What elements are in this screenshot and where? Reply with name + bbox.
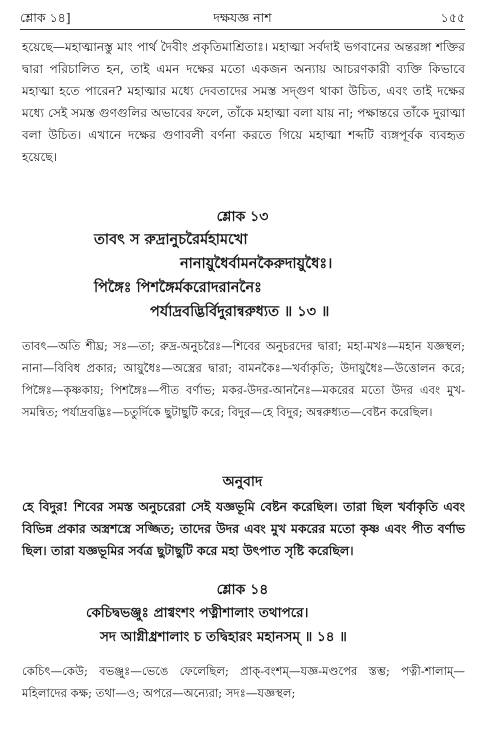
header-verse-ref: শ্লোক ১৪] bbox=[20, 10, 71, 25]
verse-14-synonyms: কেচিৎ—কেউ; বভঞ্জুঃ—ভেঙে ফেলেছিল; প্রাক্-বংশম্—যজ্ঞ-মণ্ডপের স্তম্ভ; পত্নী-শালাম্—মহিলাদের কক্ষ; তথা—ও; অপরে—অন্যেরা; সদঃ—যজ্ঞস্থল; bbox=[22, 664, 465, 700]
page-header bbox=[20, 10, 465, 28]
verse-14-line-2: সদ আগ্নীধ্রশালাং চ তদ্বিহারং মহানসম্ ॥ ১৪ ॥ bbox=[100, 629, 347, 645]
translation-heading: অনুবাদ bbox=[222, 474, 263, 490]
header-rule bbox=[20, 29, 465, 30]
verse-13-synonyms: তাবৎ—অতি শীঘ্র; সঃ—তা; রুদ্র-অনুচরৈঃ—শিবের অনুচরদের দ্বারা; মহা-মখঃ—মহান যজ্ঞস্থল; নানা—বিবিধ প্রকার; আয়ুধৈঃ—অস্ত্রের দ্বারা; বামনকৈঃ—খর্বাকৃতি; উদায়ুধৈঃ—উত্তোলন করে; পিঙ্গৈঃ—কৃষ্ণকায়; পিশঙ্গৈঃ—পীত বর্ণাভ; মকর-উদর-আননৈঃ—মকরের মতো উদর এবং মুখ-সমন্বিত; পর্যাদ্রবদ্ভিঃ—চতুর্দিকে ছুটাছুটি করে; বিদুর—হে বিদুর; অন্বরুধ্যত—বেষ্টন করেছিল। bbox=[22, 339, 465, 419]
verse-13-translation: হে বিদুর! শিবের সমস্ত অনুচরেরা সেই যজ্ঞভূমি বেষ্টন করেছিল। তারা ছিল খর্বাকৃতি এবং বিভিন্ন প্রকার অস্ত্রশস্ত্রে সজ্জিত; তাদের উদর এবং মুখ মকরের মতো কৃষ্ণ এবং পীত বর্ণাভ ছিল। তারা যজ্ঞভূমির সর্বত্র ছুটাছুটি করে মহা উৎপাত সৃষ্টি করেছিল। bbox=[22, 499, 465, 558]
verse-13-line-3: পিঙ্গৈঃ পিশঙ্গৈর্মকরোদরাননৈঃ bbox=[94, 279, 262, 296]
verse-14-heading: শ্লোক ১৪ bbox=[216, 582, 269, 598]
page-number: ১৫৫ bbox=[440, 10, 465, 25]
verse-14-line-1: কেচিদ্বভঞ্জুঃ প্রাগ্বংশং পত্নীশালাং তথাপরে। bbox=[86, 605, 309, 621]
verse-13-line-4: পর্যাদ্রবদ্ভির্বিদুরান্বরুধ্যত ॥ ১৩ ॥ bbox=[150, 303, 330, 320]
header-chapter-title: দক্ষযজ্ঞ নাশ bbox=[213, 10, 272, 25]
verse-13-heading: শ্লোক ১৩ bbox=[216, 209, 269, 225]
verse-13-line-1: তাবৎ স রুদ্রানুচরৈর্মহামখো bbox=[94, 231, 248, 248]
purport-paragraph: হয়েছে—মহাত্মানস্তু মাং পার্থ দৈবীং প্রকৃতিমাশ্রিতাঃ। মহাত্মা সর্বদাই ভগবানের অন্তরঙ্গা শক্তির দ্বারা পরিচালিত হন, তাই এমন দক্ষের মতো একজন অন্যায় আচরণকারী ব্যক্তি কিভাবে মহাত্মা হতে পারেন? মহাত্মার মধ্যে দেবতাদের সমস্ত সদ্গুণ থাকা উচিত, এবং তাই দক্ষের মধ্যে সেই সমস্ত গুণগুলির অভাবের ফলে, তাঁকে মহাত্মা বলা যায় না; পক্ষান্তরে তাঁকে দুরাত্মা বলা উচিত। এখানে দক্ষের গুণাবলী বর্ণনা করতে গিয়ে মহাত্মা শব্দটি ব্যঙ্গপূর্বক ব্যবহৃত হয়েছে। bbox=[22, 40, 465, 164]
verse-13-line-2: নানায়ুধৈর্বামনকৈরুদায়ুধৈঃ। bbox=[180, 255, 333, 272]
